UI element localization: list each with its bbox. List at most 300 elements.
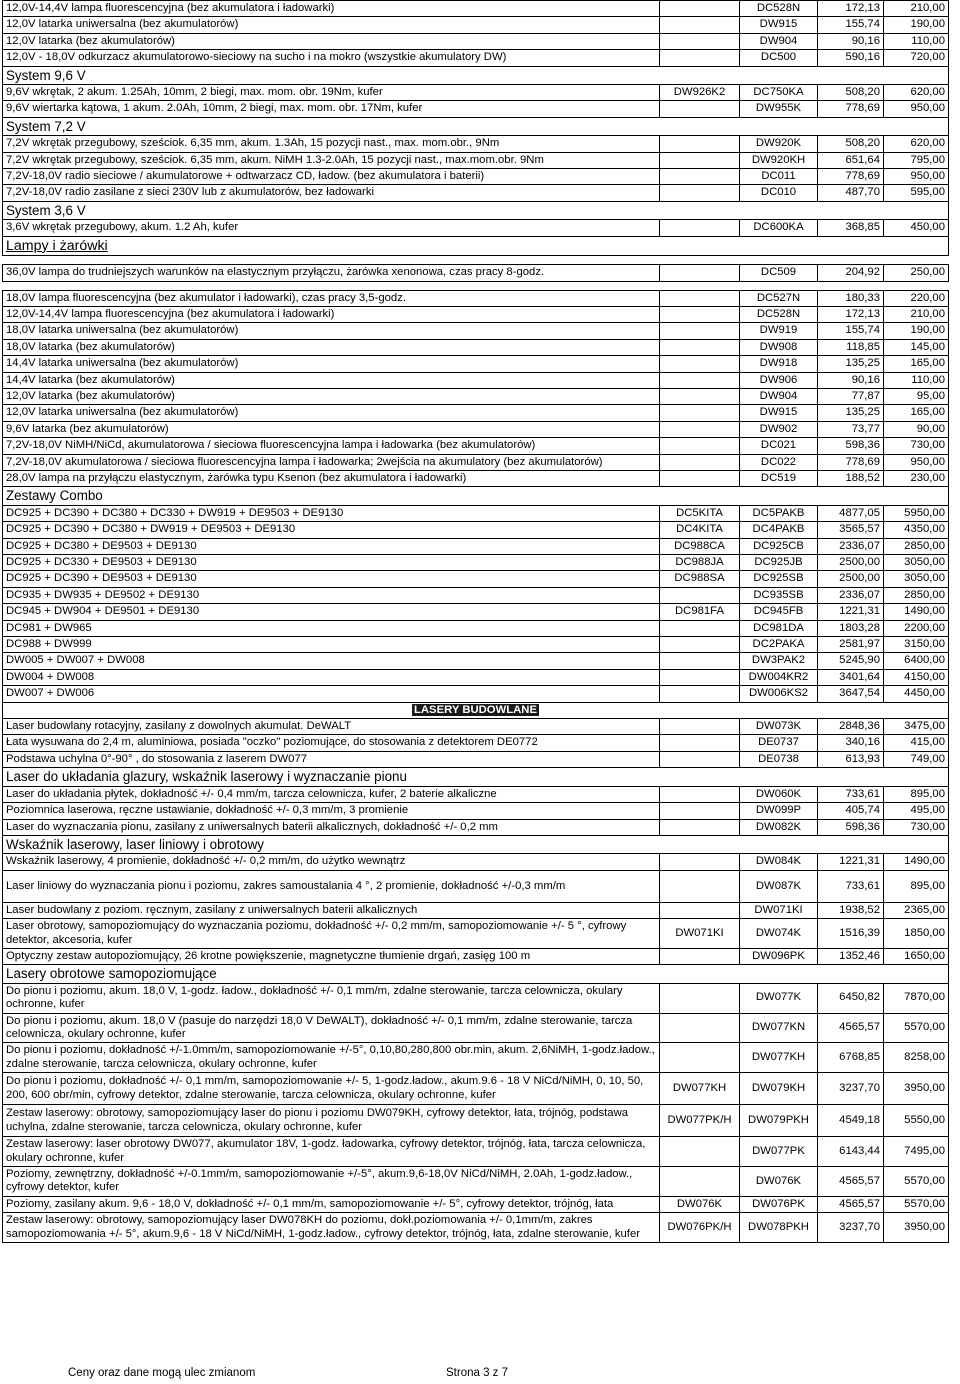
alt-product-code: [660, 620, 740, 636]
product-code: DW060K: [740, 786, 818, 802]
gross-price: 145,00: [884, 339, 949, 355]
table-row: [3, 1137, 949, 1167]
section-title-text: Wskaźnik laserowy, laser liniowy i obrotowy: [6, 836, 264, 852]
alt-product-code: [660, 17, 740, 33]
product-description: Zestaw laserowy: obrotowy, samopoziomujący laser DW078KH do poziomu, dokł.poziomowania +/- 0,1mm/m, zakres samopoziomowania +/- 5°, akum.9,6 - 18 V NiCd/NiMH, 1-godz.ładow., cyfrowy detektor, trójnóg, łata, zdalne sterowanie, kufer: [3, 1213, 660, 1243]
alt-product-code: DC988JA: [660, 555, 740, 571]
gross-price: 2850,00: [884, 587, 949, 603]
gross-price: 3950,00: [884, 1213, 949, 1243]
alt-product-code: [660, 1137, 740, 1167]
gross-price: 950,00: [884, 169, 949, 185]
alt-product-code: DC988CA: [660, 538, 740, 554]
table-row: [3, 290, 949, 306]
section-title-text: Laser do układania glazury, wskaźnik laserowy i wyznaczanie pionu: [6, 769, 407, 785]
product-code: DW096PK: [740, 948, 818, 964]
net-price: 172,13: [818, 1, 884, 17]
gross-price: 1650,00: [884, 948, 949, 964]
table-row: [3, 1013, 949, 1043]
alt-product-code: [660, 323, 740, 339]
net-price: 135,25: [818, 356, 884, 372]
product-description: DC988 + DW999: [3, 637, 660, 653]
product-description: DC925 + DC330 + DE9503 + DE9130: [3, 555, 660, 571]
table-row: [3, 620, 949, 636]
net-price: 590,16: [818, 50, 884, 66]
gross-price: 4450,00: [884, 686, 949, 702]
product-code: DC925CB: [740, 538, 818, 554]
gross-price: 250,00: [884, 265, 949, 281]
alt-product-code: DW077KH: [660, 1073, 740, 1105]
alt-product-code: [660, 136, 740, 152]
product-code: DW955K: [740, 101, 818, 117]
table-row: [3, 356, 949, 372]
product-description: Poziomy, zasilany akum. 9,6 - 18,0 V, dokładność +/- 0,1 mm/m, samopoziomowanie +/- 5°, cyfrowy detektor, trójnóg, łata: [3, 1196, 660, 1212]
gross-price: 620,00: [884, 136, 949, 152]
gross-price: 795,00: [884, 152, 949, 168]
table-row: [3, 470, 949, 486]
section-title-text: Lasery obrotowe samopoziomujące: [6, 966, 217, 982]
product-code: DC022: [740, 454, 818, 470]
table-row: [3, 505, 949, 521]
table-row: [3, 854, 949, 870]
product-code: DW919: [740, 323, 818, 339]
product-code: DC925JB: [740, 555, 818, 571]
section-banner-text: LASERY BUDOWLANE: [413, 703, 537, 716]
net-price: 4565,57: [818, 1167, 884, 1197]
alt-product-code: [660, 870, 740, 902]
section-title-row: [3, 965, 949, 983]
section-title: [3, 965, 949, 983]
gross-price: 6400,00: [884, 653, 949, 669]
alt-product-code: DC4KITA: [660, 522, 740, 538]
alt-product-code: DW926K2: [660, 85, 740, 101]
gross-price: 190,00: [884, 323, 949, 339]
gross-price: 730,00: [884, 438, 949, 454]
spacer-row: [3, 281, 949, 290]
product-code: DC509: [740, 265, 818, 281]
alt-product-code: [660, 405, 740, 421]
gross-price: 950,00: [884, 454, 949, 470]
alt-product-code: [660, 101, 740, 117]
alt-product-code: [660, 735, 740, 751]
product-code: DW904: [740, 33, 818, 49]
product-description: Do pionu i poziomu, dokładność +/- 0,1 mm/m, samopoziomowanie +/- 5, 1-godz.ładow., akum.9.6 - 18 V NiCd/NiMH, 0, 10, 50, 200, 600 obr/min, cyfrowy detektor, zdalne sterowanie, tarcza celownicza, okulary ochronne, kufer: [3, 1073, 660, 1105]
product-description: DC925 + DC390 + DC380 + DW919 + DE9503 + DE9130: [3, 522, 660, 538]
product-code: DC528N: [740, 1, 818, 17]
gross-price: 210,00: [884, 306, 949, 322]
table-row: [3, 803, 949, 819]
alt-product-code: DW076K: [660, 1196, 740, 1212]
net-price: 3647,54: [818, 686, 884, 702]
product-description: 7,2V wkrętak przegubowy, sześciok. 6,35 mm, akum. NiMH 1.3-2.0Ah, 15 pozycji nast., max.mom.obr. 9Nm: [3, 152, 660, 168]
table-row: [3, 17, 949, 33]
net-price: 405,74: [818, 803, 884, 819]
product-code: DC2PAKA: [740, 637, 818, 653]
table-row: [3, 604, 949, 620]
table-row: [3, 653, 949, 669]
product-code: DE0737: [740, 735, 818, 751]
net-price: 4565,57: [818, 1013, 884, 1043]
product-description: DC925 + DC390 + DC380 + DC330 + DW919 + DE9503 + DE9130: [3, 505, 660, 521]
gross-price: 230,00: [884, 470, 949, 486]
net-price: 368,85: [818, 220, 884, 236]
alt-product-code: DW077PK/H: [660, 1105, 740, 1137]
product-description: Do pionu i poziomu, akum. 18,0 V, 1-godz. ładow., dokładność +/- 0,1 mm/m, zdalne sterowanie, tarcza celownicza, okulary ochronne, kufer: [3, 983, 660, 1013]
alt-product-code: [660, 265, 740, 281]
gross-price: 110,00: [884, 33, 949, 49]
product-code: DC4PAKB: [740, 522, 818, 538]
alt-product-code: [660, 854, 740, 870]
net-price: 6450,82: [818, 983, 884, 1013]
net-price: 733,61: [818, 786, 884, 802]
product-code: DC021: [740, 438, 818, 454]
page-number: Strona 3 z 7: [446, 1367, 509, 1379]
alt-product-code: [660, 1, 740, 17]
net-price: 651,64: [818, 152, 884, 168]
gross-price: 220,00: [884, 290, 949, 306]
product-code: DW906: [740, 372, 818, 388]
product-code: DW077KH: [740, 1043, 818, 1073]
net-price: 2336,07: [818, 587, 884, 603]
table-row: [3, 185, 949, 201]
gross-price: 3050,00: [884, 571, 949, 587]
table-row: [3, 948, 949, 964]
table-row: [3, 421, 949, 437]
alt-product-code: DC988SA: [660, 571, 740, 587]
product-description: DW005 + DW007 + DW008: [3, 653, 660, 669]
alt-product-code: [660, 1043, 740, 1073]
section-banner: [3, 702, 949, 718]
product-code: DC527N: [740, 290, 818, 306]
product-description: 7,2V-18,0V akumulatorowa / sieciowa fluorescencyjna lampa i ładowarka; 2wejścia na akumulatory (bez akumulatorów): [3, 454, 660, 470]
alt-product-code: DW071KI: [660, 919, 740, 949]
product-code: DW077KN: [740, 1013, 818, 1043]
net-price: 1938,52: [818, 902, 884, 918]
product-code: DW074K: [740, 919, 818, 949]
table-row: [3, 919, 949, 949]
product-code: DE0738: [740, 751, 818, 767]
product-description: DC945 + DW904 + DE9501 + DE9130: [3, 604, 660, 620]
product-description: 9,6V wiertarka kątowa, 1 akum. 2.0Ah, 10mm, 2 biegi, max. mom. obr. 17Nm, kufer: [3, 101, 660, 117]
table-row: [3, 169, 949, 185]
alt-product-code: [660, 819, 740, 835]
product-code: DW077K: [740, 983, 818, 1013]
alt-product-code: [660, 33, 740, 49]
product-code: DW099P: [740, 803, 818, 819]
table-row: [3, 870, 949, 902]
table-row: [3, 686, 949, 702]
net-price: 155,74: [818, 17, 884, 33]
footer-note: Ceny oraz dane mogą ulec zmianom: [68, 1367, 256, 1379]
product-description: 28,0V lampa na przyłączu elastycznym, żarówka typu Ksenon (bez akumulatora i ładowarki): [3, 470, 660, 486]
product-code: DW006KS2: [740, 686, 818, 702]
product-description: Podstawa uchylna 0°-90° , do stosowania z laserem DW077: [3, 751, 660, 767]
product-code: DW082K: [740, 819, 818, 835]
product-description: 14,4V latarka uniwersalna (bez akumulatorów): [3, 356, 660, 372]
alt-product-code: [660, 719, 740, 735]
table-row: [3, 819, 949, 835]
table-row: [3, 85, 949, 101]
net-price: 3237,70: [818, 1213, 884, 1243]
net-price: 3237,70: [818, 1073, 884, 1105]
table-row: [3, 555, 949, 571]
table-row: [3, 454, 949, 470]
product-description: 12,0V - 18,0V odkurzacz akumulatorowo-sieciowy na sucho i na mokro (wszystkie akumulatory DW): [3, 50, 660, 66]
product-code: DC528N: [740, 306, 818, 322]
net-price: 487,70: [818, 185, 884, 201]
net-price: 1352,46: [818, 948, 884, 964]
gross-price: 165,00: [884, 405, 949, 421]
net-price: 77,87: [818, 388, 884, 404]
alt-product-code: [660, 169, 740, 185]
gross-price: 3050,00: [884, 555, 949, 571]
product-description: 36,0V lampa do trudniejszych warunków na elastycznym przyłączu, żarówka xenonowa, czas pracy 8-godz.: [3, 265, 660, 281]
gross-price: 950,00: [884, 101, 949, 117]
alt-product-code: [660, 637, 740, 653]
net-price: 1221,31: [818, 854, 884, 870]
alt-product-code: DW076PK/H: [660, 1213, 740, 1243]
net-price: 2500,00: [818, 571, 884, 587]
gross-price: 8258,00: [884, 1043, 949, 1073]
net-price: 340,16: [818, 735, 884, 751]
gross-price: 165,00: [884, 356, 949, 372]
section-title-row: [3, 835, 949, 853]
product-code: DW078PKH: [740, 1213, 818, 1243]
gross-price: 110,00: [884, 372, 949, 388]
section-title-row: [3, 117, 949, 135]
table-row: [3, 751, 949, 767]
product-description: 7,2V wkrętak przegubowy, sześciok. 6,35 mm, akum. 1.3Ah, 15 pozycji nast., max. mom.obr., 9Nm: [3, 136, 660, 152]
net-price: 1221,31: [818, 604, 884, 620]
table-row: [3, 438, 949, 454]
product-code: DW084K: [740, 854, 818, 870]
gross-price: 7870,00: [884, 983, 949, 1013]
table-row: [3, 1196, 949, 1212]
gross-price: 210,00: [884, 1, 949, 17]
net-price: 73,77: [818, 421, 884, 437]
product-description: 9,6V latarka (bez akumulatorów): [3, 421, 660, 437]
net-price: 598,36: [818, 438, 884, 454]
gross-price: 5550,00: [884, 1105, 949, 1137]
product-description: Do pionu i poziomu, akum. 18,0 V (pasuje do narzędzi 18,0 V DeWALT), dokładność +/- 0,1 mm/m, zdalne sterowanie, tarcza celownicza, okulary ochronne, kufer: [3, 1013, 660, 1043]
table-row: [3, 306, 949, 322]
table-row: [3, 571, 949, 587]
table-row: [3, 152, 949, 168]
table-row: [3, 101, 949, 117]
section-title: [3, 66, 949, 84]
product-code: DC925SB: [740, 571, 818, 587]
gross-price: 7495,00: [884, 1137, 949, 1167]
price-table-body: [3, 1, 949, 1243]
alt-product-code: [660, 290, 740, 306]
table-row: [3, 323, 949, 339]
product-code: DW908: [740, 339, 818, 355]
alt-product-code: [660, 388, 740, 404]
net-price: 3401,64: [818, 669, 884, 685]
product-code: DW904: [740, 388, 818, 404]
product-code: DW073K: [740, 719, 818, 735]
net-price: 733,61: [818, 870, 884, 902]
spacer-cell: [3, 256, 949, 265]
net-price: 3565,57: [818, 522, 884, 538]
product-description: DC935 + DW935 + DE9502 + DE9130: [3, 587, 660, 603]
product-description: DC981 + DW965: [3, 620, 660, 636]
product-code: DW3PAK2: [740, 653, 818, 669]
alt-product-code: [660, 686, 740, 702]
product-description: Poziomnica laserowa, ręczne ustawianie, dokładność +/- 0,3 mm/m, 3 promienie: [3, 803, 660, 819]
product-description: 7,2V-18,0V radio zasilane z sieci 230V lub z akumulatorów, bez ładowarki: [3, 185, 660, 201]
section-title: [3, 236, 949, 255]
net-price: 155,74: [818, 323, 884, 339]
section-title-row: [3, 236, 949, 255]
net-price: 778,69: [818, 454, 884, 470]
table-row: [3, 522, 949, 538]
product-code: DW079KH: [740, 1073, 818, 1105]
product-code: DC519: [740, 470, 818, 486]
gross-price: 5570,00: [884, 1013, 949, 1043]
gross-price: 620,00: [884, 85, 949, 101]
net-price: 6768,85: [818, 1043, 884, 1073]
gross-price: 1490,00: [884, 604, 949, 620]
alt-product-code: [660, 653, 740, 669]
product-code: DW079PKH: [740, 1105, 818, 1137]
net-price: 5245,90: [818, 653, 884, 669]
table-row: [3, 1, 949, 17]
product-description: 9,6V wkrętak, 2 akum. 1.25Ah, 10mm, 2 biegi, max. mom. obr. 19Nm, kufer: [3, 85, 660, 101]
gross-price: 2200,00: [884, 620, 949, 636]
product-code: DW902: [740, 421, 818, 437]
section-title-row: [3, 66, 949, 84]
table-row: [3, 669, 949, 685]
gross-price: 895,00: [884, 786, 949, 802]
alt-product-code: DC5KITA: [660, 505, 740, 521]
alt-product-code: [660, 1013, 740, 1043]
product-description: Wskaźnik laserowy, 4 promienie, dokładność +/- 0,2 mm/m, do użytko wewnątrz: [3, 854, 660, 870]
table-row: [3, 902, 949, 918]
table-row: [3, 983, 949, 1013]
net-price: 778,69: [818, 169, 884, 185]
table-row: [3, 1105, 949, 1137]
net-price: 1803,28: [818, 620, 884, 636]
table-row: [3, 1073, 949, 1105]
product-description: 7,2V-18,0V NiMH/NiCd, akumulatorowa / sieciowa fluorescencyjna lampa i ładowarka (bez akumulatorów): [3, 438, 660, 454]
table-row: [3, 405, 949, 421]
section-title-text: System 7,2 V: [6, 118, 86, 134]
product-code: DW087K: [740, 870, 818, 902]
net-price: 188,52: [818, 470, 884, 486]
product-description: 3,6V wkrętak przegubowy, akum. 1.2 Ah, kufer: [3, 220, 660, 236]
product-description: Laser budowlany rotacyjny, zasilany z dowolnych akumulat. DeWALT: [3, 719, 660, 735]
gross-price: 4350,00: [884, 522, 949, 538]
product-description: Zestaw laserowy: obrotowy, samopoziomujący laser do pionu i poziomu DW079KH, cyfrowy detektor, łata, trójnóg, podstawa uchylna, zdalne sterowanie, tarcza celownicza, okulary ochronne, kufer: [3, 1105, 660, 1137]
gross-price: 5950,00: [884, 505, 949, 521]
product-description: 12,0V-14,4V lampa fluorescencyjna (bez akumulatora i ładowarki): [3, 1, 660, 17]
alt-product-code: [660, 356, 740, 372]
table-row: [3, 1043, 949, 1073]
product-code: DC600KA: [740, 220, 818, 236]
alt-product-code: [660, 306, 740, 322]
gross-price: 90,00: [884, 421, 949, 437]
product-description: Zestaw laserowy: laser obrotowy DW077, akumulator 18V, 1-godz. ładowarka, cyfrowy detektor, trójnóg, łata, tarcza celownicza, okulary ochronne, kufer: [3, 1137, 660, 1167]
alt-product-code: [660, 751, 740, 767]
section-title: [3, 768, 949, 786]
product-code: DW920KH: [740, 152, 818, 168]
gross-price: 3950,00: [884, 1073, 949, 1105]
spacer-row: [3, 256, 949, 265]
table-row: [3, 372, 949, 388]
alt-product-code: [660, 339, 740, 355]
section-title-text: System 3,6 V: [6, 202, 86, 218]
gross-price: 5570,00: [884, 1196, 949, 1212]
product-code: DW004KR2: [740, 669, 818, 685]
table-row: [3, 33, 949, 49]
gross-price: 595,00: [884, 185, 949, 201]
section-title: [3, 487, 949, 505]
product-description: Do pionu i poziomu, dokładność +/-1.0mm/m, samopoziomowanie +/-5°, 0,10,80,280,800 obr.min, akum. 2,6NiMH, 1-godz.ładow., zdalne sterowanie, tarcza celownicza, okulary ochronne, kufer: [3, 1043, 660, 1073]
product-description: DC925 + DC380 + DE9503 + DE9130: [3, 538, 660, 554]
alt-product-code: [660, 902, 740, 918]
product-description: Łata wysuwana do 2,4 m, aluminiowa, posiada "oczko" poziomujące, do stosowania z detektorem DE0772: [3, 735, 660, 751]
net-price: 204,92: [818, 265, 884, 281]
net-price: 4877,05: [818, 505, 884, 521]
table-row: [3, 388, 949, 404]
gross-price: 450,00: [884, 220, 949, 236]
gross-price: 730,00: [884, 819, 949, 835]
gross-price: 95,00: [884, 388, 949, 404]
section-title-row: [3, 201, 949, 219]
product-description: 18,0V lampa fluorescencyjna (bez akumulator i ładowarki), czas pracy 3,5-godz.: [3, 290, 660, 306]
product-description: 14,4V latarka (bez akumulatorów): [3, 372, 660, 388]
alt-product-code: [660, 454, 740, 470]
alt-product-code: [660, 438, 740, 454]
product-code: DC945FB: [740, 604, 818, 620]
product-description: Laser budowlany z poziom. ręcznym, zasilany z uniwersalnych baterii alkalicznych: [3, 902, 660, 918]
product-description: DW004 + DW008: [3, 669, 660, 685]
section-banner-row: [3, 702, 949, 718]
alt-product-code: [660, 803, 740, 819]
product-code: DC5PAKB: [740, 505, 818, 521]
gross-price: 495,00: [884, 803, 949, 819]
gross-price: 5570,00: [884, 1167, 949, 1197]
product-description: 12,0V latarka (bez akumulatorów): [3, 33, 660, 49]
product-code: DC750KA: [740, 85, 818, 101]
product-code: DC935SB: [740, 587, 818, 603]
spacer-cell: [3, 281, 949, 290]
product-code: DW915: [740, 17, 818, 33]
net-price: 2336,07: [818, 538, 884, 554]
section-title-row: [3, 487, 949, 505]
gross-price: 720,00: [884, 50, 949, 66]
gross-price: 1490,00: [884, 854, 949, 870]
table-row: [3, 735, 949, 751]
net-price: 2581,97: [818, 637, 884, 653]
product-code: DW077PK: [740, 1137, 818, 1167]
table-row: [3, 1213, 949, 1243]
product-description: 18,0V latarka (bez akumulatorów): [3, 339, 660, 355]
net-price: 613,93: [818, 751, 884, 767]
net-price: 1516,39: [818, 919, 884, 949]
alt-product-code: [660, 983, 740, 1013]
table-row: [3, 50, 949, 66]
product-description: 12,0V latarka uniwersalna (bez akumulatorów): [3, 17, 660, 33]
product-description: 12,0V latarka uniwersalna (bez akumulatorów): [3, 405, 660, 421]
product-code: DW071KI: [740, 902, 818, 918]
net-price: 778,69: [818, 101, 884, 117]
gross-price: 190,00: [884, 17, 949, 33]
alt-product-code: DC981FA: [660, 604, 740, 620]
net-price: 2500,00: [818, 555, 884, 571]
net-price: 508,20: [818, 136, 884, 152]
section-title-text: Lampy i żarówki: [6, 237, 108, 254]
